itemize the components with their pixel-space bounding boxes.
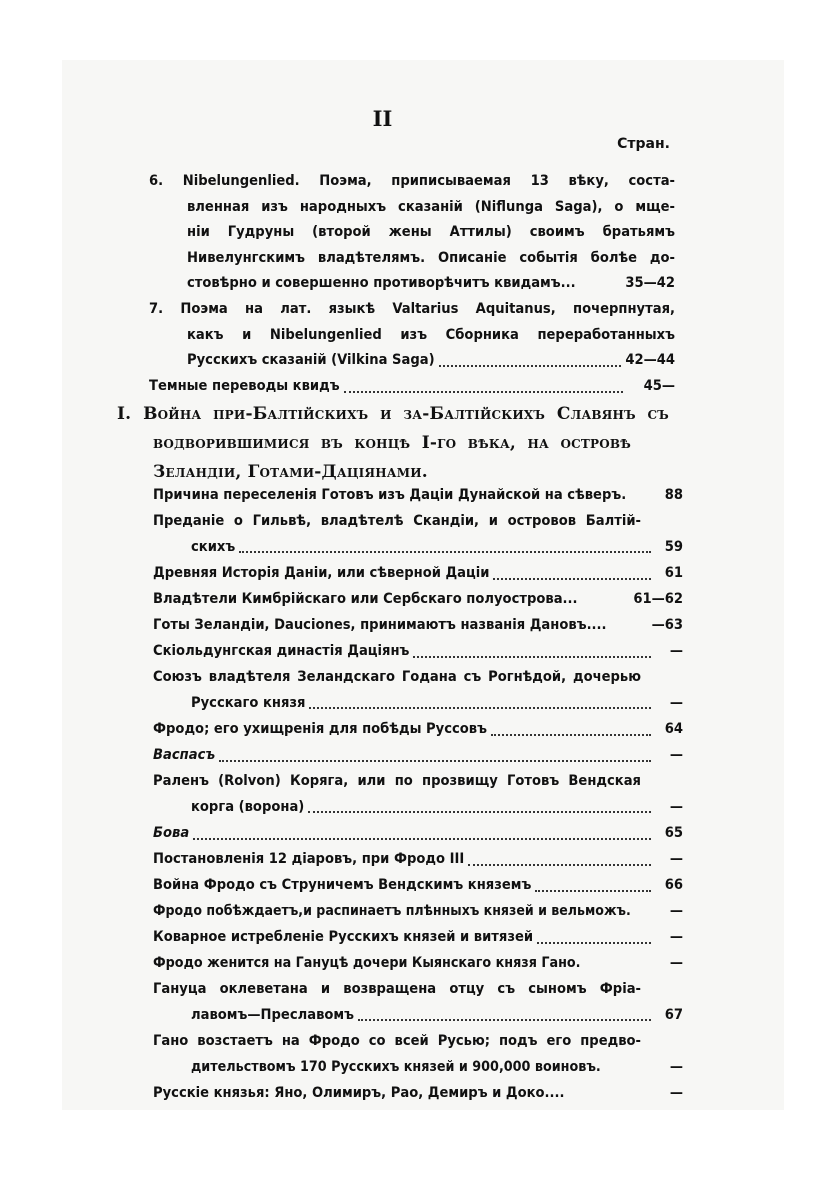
toc-line: Коварное истребленіе Русскихъ князей и витязей — [153, 924, 683, 950]
toc-entry [153, 560, 683, 586]
toc-entry [153, 638, 683, 664]
page-ref: — [669, 746, 683, 763]
page-ref: — [669, 850, 683, 867]
toc-line: Фродо женится на Гануцѣ дочери Кыянскаго князя Гано. — [153, 950, 683, 976]
toc-line: Скіольдунгская династія Даціянъ — [153, 638, 683, 664]
toc-entry [153, 1080, 683, 1106]
section-line: Зеландіи, Готами-Даціянами. [153, 462, 428, 482]
page-column-header: Стран. [617, 136, 670, 152]
toc-line: Гануца оклеветана и возвращена отцу съ сыномъ Фріа- [153, 980, 641, 997]
page-ref: 59 [664, 537, 683, 555]
toc-line: 6. Nibelungenlied. Поэма, приписываемая 13 вѣку, соста- [149, 172, 675, 189]
toc-line: ніи Гудруны (второй жены Аттилы) своимъ братьямъ [187, 223, 675, 241]
toc-entry [153, 950, 683, 976]
toc-entry [153, 846, 683, 872]
page-ref: 42—44 [625, 351, 675, 369]
toc-entry [153, 1028, 683, 1079]
toc-entry [153, 482, 683, 508]
toc-entry [153, 976, 683, 1027]
toc-line: Васпасъ — [153, 742, 683, 768]
page-ref: — [669, 928, 683, 945]
page-ref: 61—62 [633, 590, 683, 607]
page-ref: — [669, 902, 683, 919]
toc-line: корга (ворона) — [153, 794, 683, 820]
page-ref: — [669, 693, 683, 711]
page-ref: 61 [664, 564, 683, 581]
toc-line: лавомъ—Преславомъ 67 [153, 1002, 683, 1028]
toc-line: Русскихъ сказаній (Vilkina Saga) 42—44 [149, 347, 675, 373]
page-ref: — [669, 797, 683, 815]
toc-line: Война Фродо съ Струничемъ Вендскимъ княземъ 66 [153, 872, 683, 898]
section-heading [117, 400, 669, 487]
toc-line: дительствомъ 170 Русскихъ князей и 900,000 воиновъ. — [153, 1054, 683, 1080]
page-ref: 45— [643, 377, 675, 394]
toc-line: Фродо; его ухищренія для побѣды Руссовъ 64 [153, 716, 683, 742]
toc-entry [153, 768, 683, 819]
section-line: I. Война при-Балтійскихъ и за-Балтійскихъ Славянъ съ [117, 404, 669, 424]
toc-line: 7. Поэма на лат. языкѣ Valtarius Aquitanus, почерпнутая, [149, 300, 675, 317]
page-ref: 65 [664, 824, 683, 841]
toc-entry [153, 508, 683, 559]
toc-entry [153, 820, 683, 846]
toc-entry [153, 742, 683, 768]
page-ref: —63 [651, 616, 683, 633]
toc-line: Союзъ владѣтеля Зеландскаго Годана съ Рогнѣдой, дочерью [153, 668, 641, 685]
toc-line: Раленъ (Rolvon) Коряга, или по прозвищу Готовъ Вендская [153, 772, 641, 789]
toc-line: Преданіе о Гильвѣ, владѣтелѣ Скандіи, и островов Балтій- [153, 512, 641, 529]
toc-line: Владѣтели Кимбрійскаго или Сербскаго полуострова... 61—62 [153, 586, 683, 612]
toc-entry [153, 586, 683, 612]
toc-entry [149, 373, 675, 399]
toc-entry [153, 924, 683, 950]
toc-line: Русскаго князя — [153, 690, 683, 716]
page-ref: — [669, 1084, 683, 1101]
toc-line: Причина переселенія Готовъ изъ Даціи Дунайской на сѣверъ. 88 [153, 482, 683, 508]
toc-line: вленная изъ народныхъ сказаній (Niflunga Saga), о мще- [187, 197, 675, 215]
toc-line: Постановленія 12 діаровъ, при Фродо III — [153, 846, 683, 872]
toc-entry [149, 168, 675, 296]
page-ref: 66 [664, 876, 683, 893]
page-ref: 64 [664, 720, 683, 737]
page-ref: — [669, 1057, 683, 1075]
toc-line: Готы Зеландіи, Dauciones, принимаютъ названія Дановъ.... —63 [153, 612, 683, 638]
page-ref: 35—42 [625, 274, 675, 292]
page-ref: — [669, 954, 683, 971]
section-line: водворившимися въ концѣ I-го вѣка, на островѣ [153, 433, 631, 453]
toc-line: какъ и Nibelungenlied изъ Сборника переработанныхъ [187, 325, 675, 343]
toc-line: стовѣрно и совершенно противорѣчитъ квидамъ... 35—42 [149, 270, 675, 296]
toc-entry [153, 716, 683, 742]
toc-entry [153, 872, 683, 898]
toc-entry [149, 296, 675, 373]
toc-entry [153, 898, 683, 924]
toc-line: Темные переводы квидъ 45— [149, 373, 675, 399]
toc-entry [153, 612, 683, 638]
page-ref: — [669, 642, 683, 659]
toc-line: Фродо побѣждаетъ,и распинаетъ плѣнныхъ князей и вельможъ. — [153, 898, 683, 924]
toc-entry [153, 664, 683, 715]
toc-line: Древняя Исторія Даніи, или сѣверной Даціи 61 [153, 560, 683, 586]
toc-line: Бова 65 [153, 820, 683, 846]
page-ref: 67 [664, 1005, 683, 1023]
toc-line: скихъ 59 [153, 534, 683, 560]
toc-line: Русскіе князья: Яно, Олимиръ, Рао, Демиръ и Доко.... — [153, 1080, 683, 1106]
page-number: II [372, 106, 393, 131]
page-ref: 88 [664, 486, 683, 503]
toc-line: Гано возстаетъ на Фродо со всей Русью; подъ его предво- [153, 1032, 641, 1049]
toc-line: Нивелунгскимъ владѣтелямъ. Описаніе событія болѣе до- [187, 248, 675, 266]
